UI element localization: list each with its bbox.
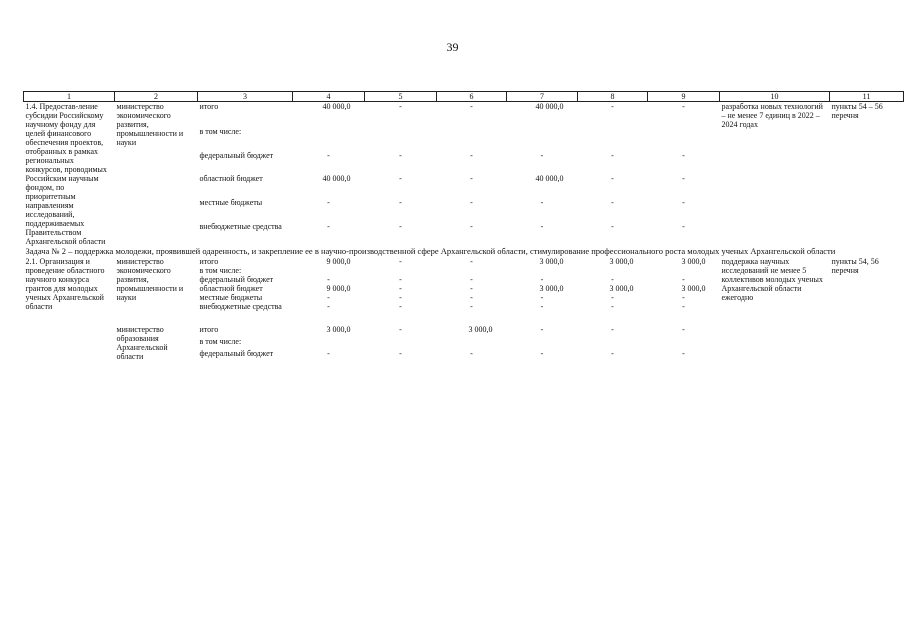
funding-value: - [470,222,473,232]
funding-value: - [399,275,402,284]
funding-value: 40 000,0 [322,174,351,184]
funding-source-label: итого [199,102,219,111]
funding-value: - [540,325,544,334]
funding-value: - [611,198,614,208]
funding-value: - [540,349,544,358]
funding-value: - [540,302,544,311]
funding-source-label: в том числе: [199,266,242,275]
table-row [24,257,904,266]
funding-value: - [682,275,685,284]
responsible-ministry: министерство экономического развития, промышленности и науки [116,257,184,302]
funding-value: - [327,275,330,284]
funding-source-label: в том числе: [199,337,242,346]
funding-value [293,337,365,349]
funding-value: 3 000,0 [681,257,706,266]
funding-source-label: федеральный бюджет [199,275,274,284]
header-cell: 2 [115,92,198,102]
header-cell: 5 [365,92,437,102]
table-row [24,325,904,337]
expected-result: поддержка научных исследований не менее 5 коллективов молодых ученых Архангельской области ежегодно [721,257,823,302]
funding-value [507,337,578,349]
funding-value: - [682,174,685,184]
event-title: 1.4. Предостав-ление субсидии Российскому научному фонду для целей финансового обеспечения проектов, отобранных в рамках региональных конкурсов, проводимых Российским научным фондом, по приоритетным направлениям исследований, поддерживаемых Правительством Архангельской области [25,102,107,246]
funding-value [507,127,578,151]
task-row [24,246,904,257]
funding-value: 3 000,0 [609,284,634,293]
funding-value: 9 000,0 [326,284,351,293]
funding-value [507,266,578,275]
funding-value: 40 000,0 [535,102,564,111]
funding-value: 3 000,0 [539,284,564,293]
funding-value: - [611,302,614,311]
funding-value: - [327,293,330,302]
indicator-points [830,325,904,361]
funding-source-label: федеральный бюджет [199,349,274,358]
funding-value: - [682,150,685,160]
funding-value: - [611,150,614,160]
funding-value: - [682,293,685,302]
funding-source-label: областной бюджет [199,174,263,184]
funding-value: - [540,293,544,302]
indicator-points: пункты 54 – 56 перечня [831,102,883,120]
funding-value: - [399,257,402,266]
funding-value [578,337,648,349]
funding-value: - [540,275,544,284]
funding-value: - [399,293,402,302]
funding-value: - [470,349,473,358]
expected-result: разработка новых технологий – не менее 7 единиц в 2022 – 2024 годах [721,102,823,129]
header-cell: 11 [830,92,904,102]
header-cell: 9 [648,92,720,102]
funding-value: - [611,222,614,232]
funding-value: - [540,150,544,160]
funding-source-label: федеральный бюджет [199,150,274,160]
funding-value [648,266,720,275]
funding-value: - [399,284,402,293]
funding-source-label: внебюджетные средства [199,222,282,232]
funding-value [365,337,437,349]
funding-source-label: областной бюджет [199,284,263,293]
responsible-ministry: министерство образования Архангельской области [116,325,168,361]
funding-source-label: в том числе: [199,126,242,136]
funding-value: - [682,349,685,358]
header-cell: 7 [507,92,578,102]
expected-result [720,325,830,361]
funding-value: - [540,198,544,208]
funding-value: - [470,174,473,184]
funding-value [437,337,507,349]
funding-value: 9 000,0 [326,257,351,266]
funding-value: 3 000,0 [539,257,564,266]
funding-value: - [470,302,473,311]
header-cell: 3 [198,92,293,102]
funding-value: - [611,275,614,284]
header-cell: 6 [437,92,507,102]
funding-value: - [399,174,402,184]
funding-value: - [682,102,685,111]
funding-source-label: итого [199,325,219,334]
funding-value: - [470,293,473,302]
responsible-ministry: министерство экономического развития, промышленности и науки [116,102,184,147]
funding-value: - [327,349,330,358]
funding-value: - [327,222,330,232]
funding-value [365,127,437,151]
event-title: 2.1. Организация и проведение областного научного конкурса грантов для молодых ученых Архангельской области [25,257,105,311]
funding-value: 40 000,0 [322,102,351,111]
spacer-cell [24,311,904,325]
funding-value: - [470,284,473,293]
funding-value: 3 000,0 [609,257,634,266]
funding-value: - [611,102,614,111]
funding-value: - [399,325,402,334]
funding-value: - [399,349,402,358]
funding-value: - [682,325,685,334]
funding-value: - [399,150,402,160]
funding-value: - [682,302,685,311]
funding-value: - [399,222,402,232]
indicator-points: пункты 54, 56 перечня [831,257,879,275]
program-table [23,91,904,361]
funding-source-label: итого [199,257,219,266]
page-number: 39 [446,40,459,54]
funding-value [648,337,720,349]
task-heading: Задача № 2 – поддержка молодежи, проявившей одаренность, и закрепление ее в научно-производственной сфере Архангельской области, стимулирование профессионального роста молодых ученых Архангельской области [25,246,836,256]
funding-value: 3 000,0 [681,284,706,293]
table-row [24,102,904,127]
funding-value: - [611,174,614,184]
funding-value: - [399,102,402,111]
funding-value: - [682,222,685,232]
funding-value [293,127,365,151]
funding-value: - [327,198,330,208]
funding-source-label: местные бюджеты [199,198,263,208]
funding-value: - [470,150,473,160]
funding-value [437,266,507,275]
funding-value [293,266,365,275]
funding-value [578,127,648,151]
funding-value: - [611,325,614,334]
funding-source-label: местные бюджеты [199,293,263,302]
header-row [24,92,904,102]
funding-value [648,127,720,151]
funding-value: - [470,198,473,208]
funding-value: - [470,257,473,266]
funding-value: 3 000,0 [326,325,351,334]
funding-value [365,266,437,275]
funding-value [578,266,648,275]
funding-value: - [611,293,614,302]
funding-value: 40 000,0 [535,174,564,184]
funding-value: - [611,349,614,358]
funding-value: 3 000,0 [468,325,493,334]
funding-value: - [399,198,402,208]
header-cell: 4 [293,92,365,102]
funding-value: - [399,302,402,311]
header-cell: 8 [578,92,648,102]
funding-source-label: внебюджетные средства [199,302,282,311]
spacer-row [24,311,904,325]
funding-value: - [540,222,544,232]
funding-value [437,127,507,151]
funding-value: - [327,150,330,160]
funding-value: - [470,102,473,111]
header-cell: 10 [720,92,830,102]
header-cell: 1 [24,92,115,102]
funding-value: - [682,198,685,208]
funding-value: - [470,275,473,284]
funding-value: - [327,302,330,311]
event-title [24,325,115,361]
